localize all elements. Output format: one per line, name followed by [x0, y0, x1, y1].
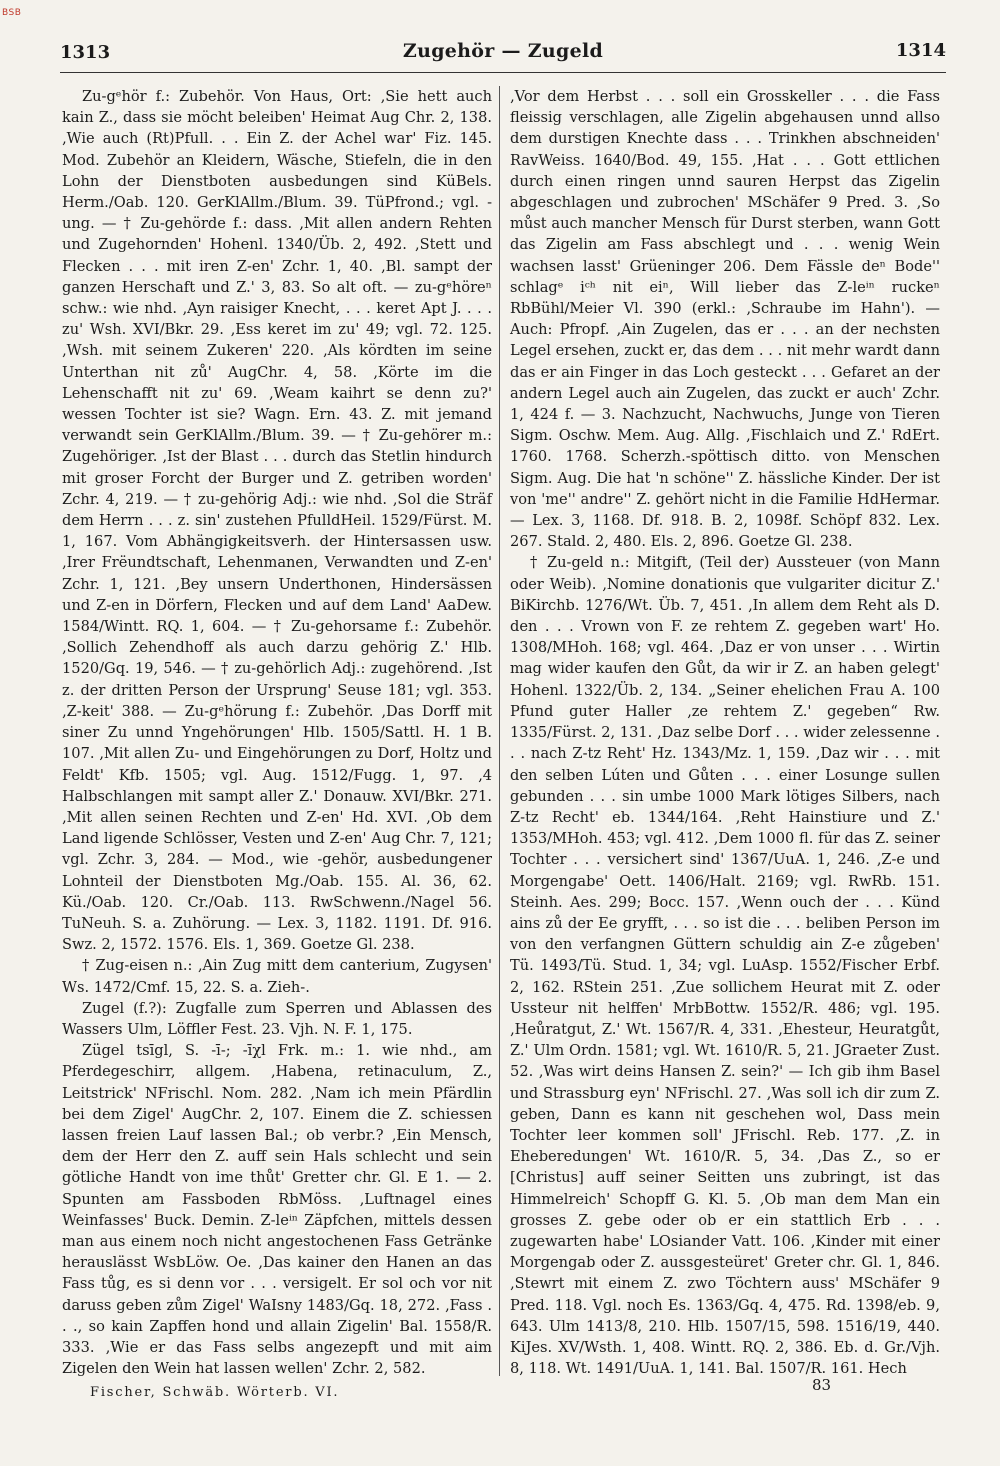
column-divider	[499, 86, 500, 1376]
entry-zugehoer: Zu-gᵉhör f.: Zubehör. Von Haus, Ort: ‚Sie hett auch kain Z., dass sie möcht beleiben' Heimat Aug Chr. 2, 138. ‚Wie auch (Rt)Pfull. . . Ein Z. der Achel war' Fiz. 145. Mod. Zubehör an Kleidern, Wäsche, Stiefeln, die in den Lohn der Dienstboten ausbedungen sind KüBels. Herm./Oab. 120. GerKlAllm./Blum. 39. TüPfrond.; vgl. -ung. — † Zu-gehörde f.: dass. ‚Mit allen andern Rehten und Zugehornden' Hohenl. 1340/Üb. 2, 492. ‚Stett und Flecken . . . mit iren Z-en' Zchr. 1, 40. ‚Bl. sampt der ganzen Herschaft und Z.' 3, 83. So alt oft. — zu-gᵉhöreⁿ schw.: wie nhd. ‚Ayn raisiger Knecht, . . . keret Apt J. . . . zu' Wsh. XVI/Bkr. 29. ‚Ess keret im zu' 49; vgl. 72. 125. ‚Wsh. mit seinem Zukeren' 220. ‚Als kördten im seine Unterthan nit zů' AugChr. 4, 58. ‚Körte im die Lehenschafft nit zu' 69. ‚Weam kaihrt se denn zu?' wessen Tochter ist sie? Wagn. Ern. 43. Z. mit jemand verwandt sein GerKlAllm./Blum. 39. — † Zu-gehörer m.: Zugehöriger. ‚Ist der Blast . . . durch das Stetlin hindurch mit groser Forcht der Burger und Z. getriben worden' Zchr. 4, 219. — † zu-gehörig Adj.: wie nhd. ‚Sol die Sträf dem Herrn . . . z. sin' zustehen PfulldHeil. 1529/Fürst. M. 1, 167. Vom Abhängigkeitsverh. der Hintersassen usw. ‚Irer Frëundtschaft, Lehenmanen, Verwandten und Z-en' Zchr. 1, 121. ‚Bey unsern Underthonen, Hindersässen und Z-en in Dörfern, Flecken und auf dem Land' AaDew. 1584/Wintt. RQ. 1, 604. — † Zu-gehorsame f.: Zubehör. ‚Sollich Zehendhoff als auch darzu gehörig Z.' Hlb. 1520/Gq. 19, 546. — † zu-gehörlich Adj.: zugehörend. ‚Ist z. der dritten Person der Ursprung' Seuse 181; vgl. 353. ‚Z-keit' 388. — Zu-gᵉhörung f.: Zubehör. ‚Das Dorff mit siner Zu unnd Yngehörungen' Hlb. 1505/Sattl. H. 1 B. 107. ‚Mit allen Zu- und Eingehörungen zu Dorf, Holtz und Feldt' Kfb. 1505; vgl. Aug. 1512/Fugg. 1, 97. ‚4 Halbschlangen mit sampt aller Z.' Donauw. XVI/Bkr. 271. ‚Mit allen seinen Rechten und Z-en' Hd. XVI. ‚Ob dem Land ligende Schlösser, Vesten und Z-en' Aug Chr. 7, 121; vgl. Zchr. 3, 284. — Mod., wie -gehör, ausbedungener Lohnteil der Dienstboten Mg./Oab. 155. Al. 36, 62. Kü./Oab. 120. Cr./Oab. 113. RwSchwenn./Nagel 56. TuNeuh. S. a. Zuhörung. — Lex. 3, 1182. 1191. Df. 916. Swz. 2, 1572. 1576. Els. 1, 369. Goetze Gl. 238.	[62, 88, 492, 954]
sheet-number: 83	[812, 1376, 832, 1394]
entry-zugel: Zugel (f.?): Zugfalle zum Sperren und Ablassen des Wassers Ulm, Löffler Fest. 23. Vjh. N. F. 1, 175.	[62, 999, 492, 1038]
left-column	[62, 86, 492, 1379]
running-title: Zugehör — Zugeld	[402, 40, 604, 62]
page-header	[60, 40, 946, 70]
footer-signature: Fischer, Schwäb. Wörterb. VI.	[90, 1385, 340, 1400]
entry-zu-geld: † Zu-geld n.: Mitgift, (Teil der) Aussteuer (von Mann oder Weib). ‚Nomine donationis que vulgariter dicitur Z.' BiKirchb. 1276/Wt. Üb. 7, 451. ‚In allem dem Reht als D. den . . . Vrown von F. ze rehtem Z. gegeben wart' Ho. 1308/MHoh. 168; vgl. 464. ‚Daz er von unser . . . Wirtin mag wider kaufen den Gůt, da wir ir Z. an haben gelegt' Hohenl. 1322/Üb. 2, 134. „Seiner ehelichen Frau A. 100 Pfund guter Haller ‚ze rehtem Z.' gegeben“ Rw. 1335/Fürst. 2, 131. ‚Daz selbe Dorf . . . wider zelessenne . . . nach Z-tz Reht' Hz. 1343/Mz. 1, 159. ‚Daz wir . . . mit den selben Lúten und Gůten . . . einer Losunge sullen gebunden . . . sin umbe 1000 Mark lötiges Silbers, nach Z-tz Recht' eb. 1344/164. ‚Reht Hainstiure und Z.' 1353/MHoh. 453; vgl. 412. ‚Dem 1000 fl. für das Z. seiner Tochter . . . versichert sind' 1367/UuA. 1, 246. ‚Z-e und Morgengabe' Oett. 1406/Halt. 2169; vgl. RwRb. 151. Steinh. Aes. 299; Bocc. 157. ‚Wenn ouch der . . . Künd ains zů der Ee gryfft, . . . so ist die . . . beliben Person im von den verfangnen Güttern schuldig ain Z-e zůgeben' Tü. 1493/Tü. Stud. 1, 34; vgl. LuAsp. 1552/Fischer Erbf. 2, 162. RStein 251. ‚Zue sollichem Heurat mit Z. oder Ussteur nit helffen' MrbBottw. 1552/R. 486; vgl. 195. ‚Heůratgut, Z.' Wt. 1567/R. 4, 331. ‚Ehesteur, Heuratgůt, Z.' Ulm Ordn. 1581; vgl. Wt. 1610/R. 5, 21. JGraeter Zust. 52. ‚Was wirt deins Hansen Z. sein?' — Ich gib ihm Basel und Strassburg eyn' NFrischl. 27. ‚Was soll ich dir zum Z. geben, Dann es kann nit geschehen wol, Dass mein Tochter leer kommen soll' JFrischl. Reb. 177. ‚Z. in Eheberedungen' Wt. 1610/R. 5, 34. ‚Das Z., so er [Christus] auff seiner Seitten uns zubringt, ist das Himmelreich' Schopff G. Kl. 5. ‚Ob man dem Man ein grosses Z. gebe oder ob er ein stattlich Erb . . . zugewarten habe' LOsiander Vatt. 106. ‚Kinder mit einer Morgengab oder Z. aussgesteüret' Greter chr. Gl. 1, 846. ‚Stewrt mit einem Z. zwo Töchtern auss' MSchäfer 9 Pred. 118. Vgl. noch Es. 1363/Gq. 4, 475. Rd. 1398/eb. 9, 643. Ulm 1413/8, 210. Hlb. 1507/15, 598. 1516/19, 440. KiJes. XV/Wsth. 1, 408. Wintt. RQ. 2, 386. Eb. d. Gr./Vjh. 8, 118. Wt. 1491/UuA. 1, 141. Bal. 1507/R. 161. Hech	[510, 554, 940, 1378]
page-number-left: 1313	[60, 42, 111, 63]
library-stamp: BSB	[2, 8, 22, 18]
header-rule	[60, 72, 946, 73]
right-column	[510, 86, 940, 1379]
page-number-right: 1314	[895, 40, 946, 61]
entry-zuegel-continued: ‚Vor dem Herbst . . . soll ein Grosskeller . . . die Fass fleissig verschlagen, alle Zigelin abgehausen unnd allso dem durstigen Knechte dass . . . Trinkhen abschneiden' RavWeiss. 1640/Bod. 49, 155. ‚Hat . . . Gott ettlichen durch einen ringen unnd sauren Herpst das Zigelin abgeschlagen und zubrochen' MSchäfer 9 Pred. 3. ‚So můst auch mancher Mensch für Durst sterben, wann Gott das Zigelin am Fass abschlegt und . . . wenig Wein wachsen lasst' Grüeninger 206. Dem Fässle deⁿ Bode'' schlagᵉ iᶜʰ nit eiⁿ, Will lieber das Z-leⁱⁿ ruckeⁿ RbBühl/Meier Vl. 390 (erkl.: ‚Schraube im Hahn'). — Auch: Pfropf. ‚Ain Zugelen, das er . . . an der nechsten Legel ersehen, zuckt er, das dem . . . nit mehr wardt dann das er ain Finger in das Loch gesteckt . . . Gefaret an der andern Legel auch ain Zugelen, das zuckt er auch' Zchr. 1, 424 f. — 3. Nachzucht, Nachwuchs, Junge von Tieren Sigm. Oschw. Mem. Aug. Allg. ‚Fischlaich und Z.' RdErt. 1760. 1768. Scherzh.-spöttisch ditto. von Menschen Sigm. Aug. Die hat 'n schöne'' Z. hässliche Kinder. Der ist von 'me'' andre'' Z. gehört nicht in die Familie HdHermar. — Lex. 3, 1168. Df. 918. B. 2, 1098f. Schöpf 832. Lex. 267. Stald. 2, 480. Els. 2, 896. Goetze Gl. 238.	[510, 88, 940, 551]
entry-zuegel: Zügel tsīgl, S. -ī-; -īχl Frk. m.: 1. wie nhd., am Pferdegeschirr, allgem. ‚Habena, retinaculum, Z., Leitstrick' NFrischl. Nom. 282. ‚Nam ich mein Pfärdlin bei dem Zigel' AugChr. 2, 107. Einem die Z. schiessen lassen freien Lauf lassen Bal.; ob verbr.? ‚Ein Mensch, dem der Herr den Z. auff sein Hals schlecht und sein götliche Handt von ime thůt' Gretter chr. Gl. E 1. — 2. Spunten am Fassboden RbMöss. ‚Luftnagel eines Weinfasses' Buck. Demin. Z-leⁱⁿ Zäpfchen, mittels dessen man aus einem noch nicht angestochenen Fass Getränke herauslässt WsbLöw. Oe. ‚Das kainer den Hanen an das Fass tůg, es si denn vor . . . versigelt. Er sol och vor nit daruss geben zům Zigel' WaIsny 1483/Gq. 18, 272. ‚Fass . . ., so kain Zapffen hond und allain Zigelin' Bal. 1558/R. 333. ‚Wie er das Fass selbs angezepft und mit aim Zigelen den Wein hat lassen wellen' Zchr. 2, 582.	[62, 1042, 492, 1378]
entry-zug-eisen: † Zug-eisen n.: ‚Ain Zug mitt dem canterium, Zugysen' Ws. 1472/Cmf. 15, 22. S. a. Zieh-.	[62, 957, 492, 996]
